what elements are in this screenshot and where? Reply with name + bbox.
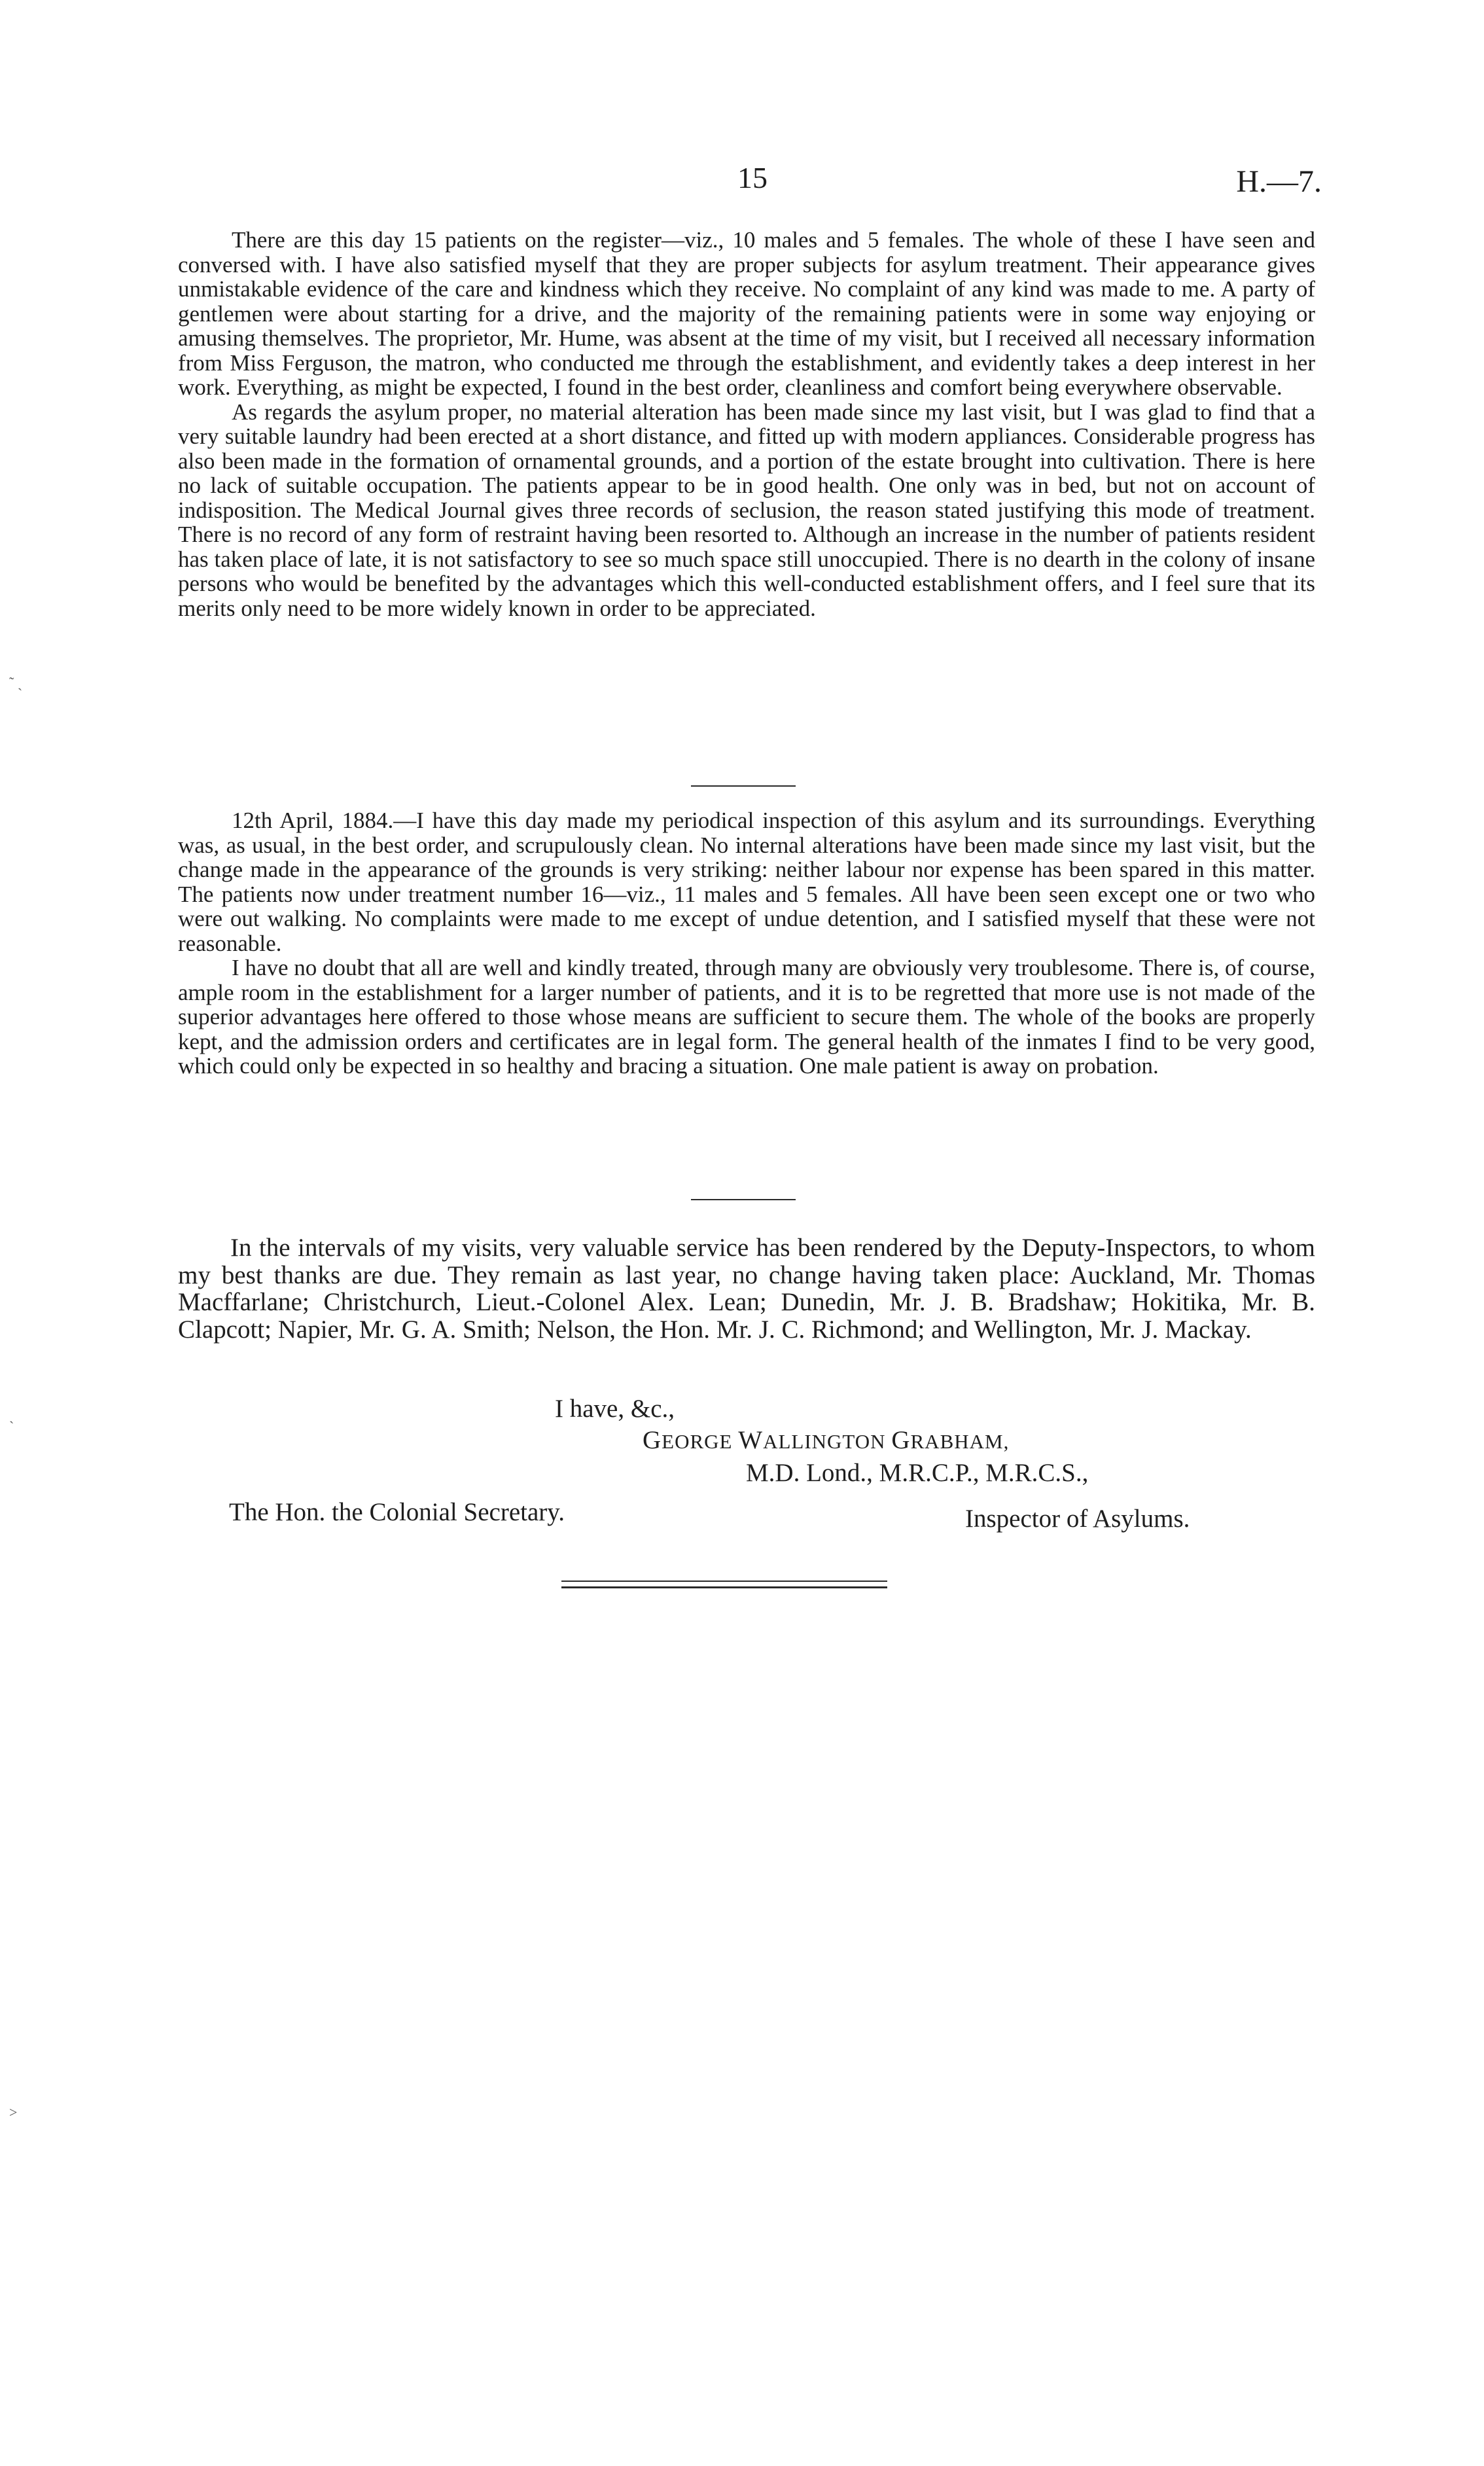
body-paragraph: As regards the asylum proper, no material alteration has been made since my last visit, but I was glad to find that a very suitable laundry had been erected at a short distance, and fitted up with modern appliances. Considerable progress has also been made in the formation of ornamental grounds, and a portion of the estate brought into cultivation. There is here no lack of suitable occupation. The patients appear to be in good health. One only was in bed, but not on account of indisposition. The Medical Journal gives three records of seclusion, the reason stated justifying this mode of treatment. There is no record of any form of restraint having been resorted to. Although an increase in the number of patients resident has taken place of late, it is not satisfactory to see so much space still unoccupied. There is no dearth in the colony of insane persons who would be benefited by the advantages which this well-conducted establishment offers, and I feel sure that its merits only need to be more widely known in order to be appreciated.	[178, 399, 1315, 621]
body-paragraph: I have no doubt that all are well and kindly treated, through many are obviously very troublesome. There is, of course, ample room in the establishment for a larger number of patients, and it is to be regretted that more use is not made of the superior advantages here offered to those whose means are sufficient to secure them. The whole of the books are properly kept, and the admission orders and certificates are in legal form. The general health of the inmates I find to be very good, which could only be expected in so healthy and bracing a situation. One male patient is away on probation.	[178, 955, 1315, 1079]
section-divider	[691, 1199, 796, 1200]
report-section-deputy-inspectors	[178, 1234, 1315, 1343]
recipient-line: The Hon. the Colonial Secretary.	[229, 1498, 565, 1526]
end-double-rule-bottom	[561, 1586, 887, 1588]
body-paragraph: In the intervals of my visits, very valuable service has been rendered by the Deputy-Inspectors, to whom my best thanks are due. They remain as last year, no change having taken place: Auckland, Mr. Thomas Macffarlane; Christchurch, Lieut.-Colonel Alex. Lean; Dunedin, Mr. J. B. Bradshaw; Hokitika, Mr. B. Clapcott; Napier, Mr. G. A. Smith; Nelson, the Hon. Mr. J. C. Richmond; and Wellington, Mr. J. Mackay.	[178, 1234, 1315, 1344]
margin-speck: ˃	[9, 2104, 18, 2120]
margin-speck: ˎ	[9, 1407, 14, 1423]
end-double-rule-top	[561, 1581, 887, 1582]
letter-closing: I have, &c.,	[555, 1395, 675, 1423]
signature-title: Inspector of Asylums.	[965, 1505, 1190, 1533]
signature-name: GEORGE WALLINGTON GRABHAM,	[643, 1426, 1010, 1454]
margin-speck: ˜ ˏ	[9, 674, 23, 690]
series-code: H.—7.	[1236, 164, 1322, 199]
report-section-april-inspection	[178, 808, 1315, 1079]
report-section-hume-asylum	[178, 228, 1315, 620]
section-divider	[691, 785, 796, 787]
signature-degrees: M.D. Lond., M.R.C.P., M.R.C.S.,	[746, 1459, 1089, 1487]
body-paragraph: There are this day 15 patients on the register—viz., 10 males and 5 females. The whole of these I have seen and conversed with. I have also satisfied myself that they are proper subjects for asylum treatment. Their appearance gives unmistakable evidence of the care and kindness which they receive. No complaint of any kind was made to me. A party of gentlemen were about starting for a drive, and the majority of the remaining patients were in some way enjoying or amusing themselves. The proprietor, Mr. Hume, was absent at the time of my visit, but I received all necessary information from Miss Ferguson, the matron, who conducted me through the establishment, and evidently takes a deep interest in her work. Everything, as might be expected, I found in the best order, cleanliness and comfort being everywhere observable.	[178, 227, 1315, 400]
body-paragraph: 12th April, 1884.—I have this day made my periodical inspection of this asylum and its surroundings. Everything was, as usual, in the best order, and scrupulously clean. No internal alterations have been made since my last visit, but the change made in the appearance of the grounds is very striking: neither labour nor expense has been spared in this matter. The patients now under treatment number 16—viz., 11 males and 5 females. All have been seen except one or two who were out walking. No complaints were made to me except of undue detention, and I satisfied myself that these were not reasonable.	[178, 808, 1315, 956]
page-number: 15	[737, 161, 768, 194]
